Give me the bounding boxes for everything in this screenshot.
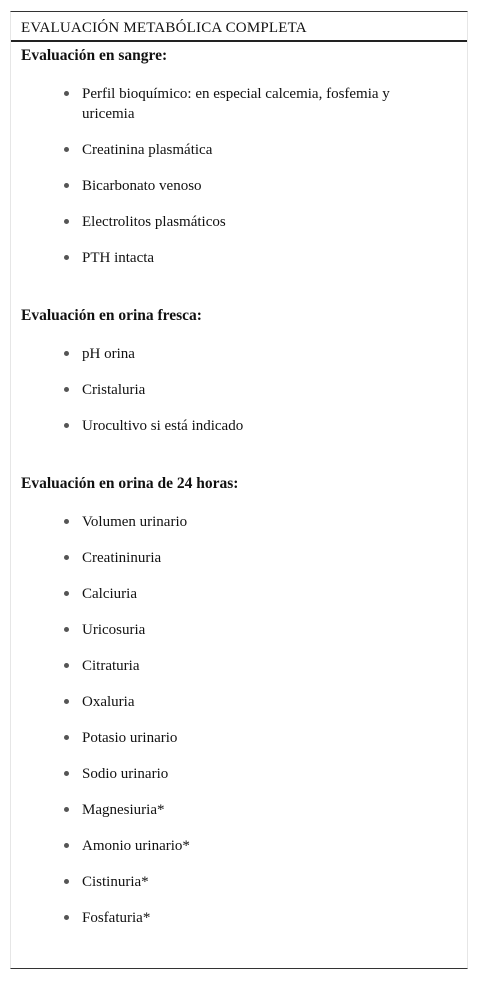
list-item xyxy=(11,248,467,268)
bullet-icon xyxy=(64,91,69,96)
list-item xyxy=(11,176,467,196)
list-item-label: Electrolitos plasmáticos xyxy=(82,214,226,230)
bullet-icon xyxy=(64,423,69,428)
bullet-icon xyxy=(64,351,69,356)
list-item xyxy=(11,764,467,784)
bullet-icon xyxy=(64,147,69,152)
list-item-label: Uricosuria xyxy=(82,622,146,638)
list-item xyxy=(11,872,467,892)
list-item xyxy=(11,800,467,820)
bullet-icon xyxy=(64,843,69,848)
bullet-icon xyxy=(64,219,69,224)
bullet-icon xyxy=(64,735,69,740)
list-item-label: Potasio urinario xyxy=(82,730,178,746)
list-item-label: Creatinina plasmática xyxy=(82,142,213,158)
bullet-icon xyxy=(64,879,69,884)
blood-list xyxy=(11,84,467,284)
list-item-label: PTH intacta xyxy=(82,250,155,266)
bullet-icon xyxy=(64,663,69,668)
section-heading-24h-urine: Evaluación en orina de 24 horas: xyxy=(21,475,239,492)
list-item-label: Magnesiuria* xyxy=(82,802,165,818)
list-item-label: pH orina xyxy=(82,346,135,362)
section-heading-blood: Evaluación en sangre: xyxy=(21,47,168,64)
list-item-label: Bicarbonato venoso xyxy=(82,178,202,194)
list-item-label: Cistinuria* xyxy=(82,874,149,890)
bullet-icon xyxy=(64,555,69,560)
list-item xyxy=(11,584,467,604)
section-heading-fresh-urine: Evaluación en orina fresca: xyxy=(21,307,202,324)
list-item-label: Amonio urinario* xyxy=(82,838,190,854)
list-item-label: Citraturia xyxy=(82,658,140,674)
list-item xyxy=(11,656,467,676)
bullet-icon xyxy=(64,771,69,776)
bullet-icon xyxy=(64,519,69,524)
list-item xyxy=(11,84,467,124)
list-item xyxy=(11,416,467,436)
list-item xyxy=(11,836,467,856)
list-item-label: Sodio urinario xyxy=(82,766,169,782)
list-item-label: Volumen urinario xyxy=(82,514,188,530)
list-item-label: Cristaluria xyxy=(82,382,146,398)
table-header: EVALUACIÓN METABÓLICA COMPLETA xyxy=(11,12,467,42)
list-item xyxy=(11,728,467,748)
list-item-label: Fosfaturia* xyxy=(82,910,151,926)
list-item xyxy=(11,344,467,364)
bullet-icon xyxy=(64,183,69,188)
list-item-label: Oxaluria xyxy=(82,694,135,710)
list-item xyxy=(11,140,467,160)
bullet-icon xyxy=(64,591,69,596)
bullet-icon xyxy=(64,807,69,812)
list-item xyxy=(11,692,467,712)
fresh-urine-list xyxy=(11,344,467,452)
bullet-icon xyxy=(64,387,69,392)
list-item xyxy=(11,548,467,568)
bullet-icon xyxy=(64,699,69,704)
bullet-icon xyxy=(64,915,69,920)
bullet-icon xyxy=(64,255,69,260)
list-item xyxy=(11,908,467,928)
list-item-label: Creatininuria xyxy=(82,550,162,566)
bullet-icon xyxy=(64,627,69,632)
list-item xyxy=(11,620,467,640)
list-item-label: Perfil bioquímico: en especial calcemia, fosfemia y uricemia xyxy=(82,86,390,122)
metabolic-evaluation-table xyxy=(10,11,468,969)
list-item-label: Urocultivo si está indicado xyxy=(82,418,244,434)
list-item-label: Calciuria xyxy=(82,586,137,602)
list-item xyxy=(11,212,467,232)
list-item xyxy=(11,512,467,532)
list-item xyxy=(11,380,467,400)
urine-24h-list xyxy=(11,512,467,944)
